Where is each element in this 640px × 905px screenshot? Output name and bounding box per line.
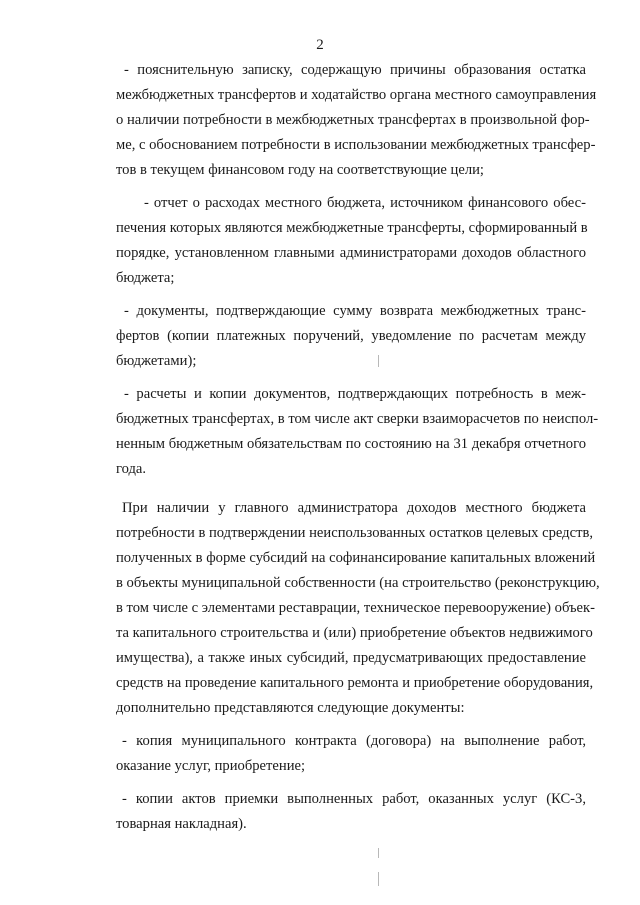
text-line: товарная накладная). [116, 816, 247, 832]
text-line: - расчеты и копии документов, подтверждающих потребность в меж- [124, 386, 586, 402]
text-line: тов в текущем финансовом году на соответствующие цели; [116, 162, 484, 178]
text-line: - копия муниципального контракта (договора) на выполнение работ, [122, 733, 586, 749]
text-line: полученных в форме субсидий на софинансирование капитальных вложений [116, 550, 596, 566]
text-line: в объекты муниципальной собственности (на строительство (реконструкцию, [116, 575, 600, 591]
text-line: бюджетных трансфертах, в том числе акт сверки взаиморасчетов по неиспол- [116, 411, 599, 427]
text-line: При наличии у главного администратора доходов местного бюджета [122, 500, 586, 516]
paragraph [116, 382, 599, 482]
paragraph [116, 729, 586, 779]
paragraph-gap [116, 721, 586, 729]
paragraph [116, 191, 586, 291]
text-line: средств на проведение капитального ремонта и приобретение оборудования, [116, 675, 594, 691]
text-line: ненным бюджетным обязательствам по состоянию на 31 декабря отчетного [116, 436, 586, 452]
text-line: оказание услуг, приобретение; [116, 758, 306, 774]
paragraph-gap [116, 374, 586, 382]
text-line: о наличии потребности в межбюджетных трансфертах в произвольной фор- [116, 112, 590, 128]
text-line: печения которых являются межбюджетные трансферты, сформированный в [116, 220, 588, 236]
text-line: имущества), а также иных субсидий, предусматривающих предоставление [116, 650, 586, 666]
text-line: ме, с обоснованием потребности в использовании межбюджетных трансфер- [116, 137, 596, 153]
paragraph [116, 299, 586, 374]
text-line: - отчет о расходах местного бюджета, источником финансового обес- [144, 195, 586, 211]
paragraph-gap [116, 779, 586, 787]
paragraph [116, 496, 600, 721]
paragraph [116, 58, 597, 183]
text-line: бюджета; [116, 270, 175, 286]
paragraph-gap [116, 482, 586, 496]
text-line: порядке, установленном главными администраторами доходов областного [116, 245, 586, 261]
text-line: бюджетами); [116, 353, 197, 369]
paragraph-gap [116, 183, 586, 191]
scan-artifact-line [378, 872, 379, 886]
text-line: фертов (копии платежных поручений, уведомление по расчетам между [116, 328, 586, 344]
paragraph [116, 787, 586, 837]
scan-artifact-line [378, 848, 379, 858]
text-line: та капитального строительства и (или) приобретение объектов недвижимого [116, 625, 593, 641]
text-line: потребности в подтверждении неиспользованных остатков целевых средств, [116, 525, 593, 541]
text-line: межбюджетных трансфертов и ходатайство органа местного самоуправления [116, 87, 597, 103]
scan-artifact-line [378, 355, 379, 367]
page-number: 2 [316, 37, 324, 53]
text-line: дополнительно представляются следующие документы: [116, 700, 465, 716]
text-line: - копии актов приемки выполненных работ, оказанных услуг (КС-3, [122, 791, 586, 807]
document-body [116, 58, 600, 837]
paragraph-gap [116, 291, 586, 299]
text-line: в том числе с элементами реставрации, техническое перевооружение) объек- [116, 600, 595, 616]
text-line: - документы, подтверждающие сумму возврата межбюджетных транс- [124, 303, 586, 319]
text-line: - пояснительную записку, содержащую причины образования остатка [124, 62, 586, 78]
text-line: года. [116, 461, 147, 477]
